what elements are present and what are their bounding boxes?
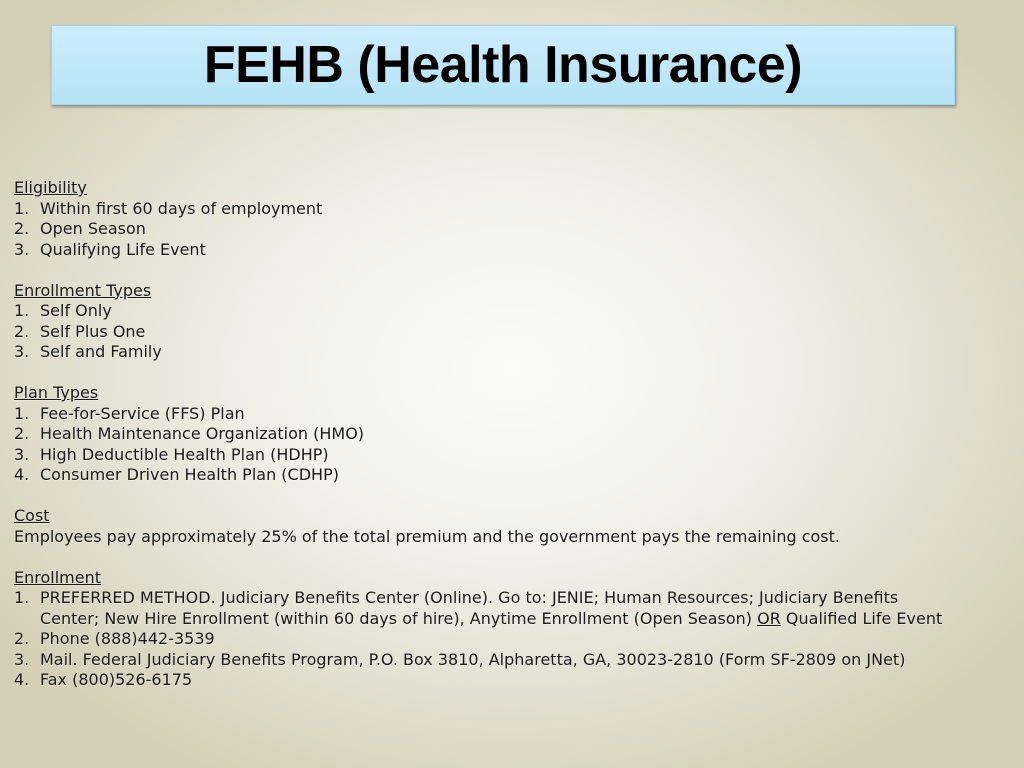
slide-content xyxy=(14,178,954,711)
eligibility-list xyxy=(14,199,954,261)
enrollment-types-heading: Enrollment Types xyxy=(14,280,152,300)
cost-heading: Cost xyxy=(14,506,50,525)
list-item: 2. Self Plus One xyxy=(14,321,146,341)
plan-types-heading: Plan Types xyxy=(14,383,99,402)
slide-title: FEHB (Health Insurance) xyxy=(203,36,803,94)
eligibility-section xyxy=(14,178,954,260)
list-item: 1. Within first 60 days of employment xyxy=(14,198,323,218)
list-item: 3. Mail. Federal Judiciary Benefits Program, P.O. Box 3810, Alpharetta, GA, 30023-2810 (Form SF-2809 on JNet) xyxy=(14,649,906,669)
plan-types-list xyxy=(14,404,954,486)
cost-section xyxy=(14,506,954,547)
plan-types-section xyxy=(14,383,954,486)
list-item: 1. PREFERRED METHOD. Judiciary Benefits Center (Online). Go to: JENIE; Human Resources; Judiciary Benefits Center; New Hire Enrollment (within 60 days of hire), Anytime Enrollment (Open Season) OR Qualified Life Event xyxy=(14,588,943,628)
list-item: 3. High Deductible Health Plan (HDHP) xyxy=(14,444,329,464)
or-emphasis: OR xyxy=(757,608,781,628)
enrollment-types-list xyxy=(14,301,954,363)
title-banner xyxy=(51,25,955,105)
enrollment-section xyxy=(14,568,954,691)
list-item: 1. Self Only xyxy=(14,301,112,320)
list-item: 3. Self and Family xyxy=(14,342,162,361)
cost-text: Employees pay approximately 25% of the total premium and the government pays the remaining cost. xyxy=(14,526,840,546)
list-item: 4. Consumer Driven Health Plan (CDHP) xyxy=(14,465,339,484)
enrollment-heading: Enrollment xyxy=(14,567,101,587)
list-item: 2. Open Season xyxy=(14,219,146,238)
list-item: 2. Health Maintenance Organization (HMO) xyxy=(14,424,365,443)
list-item: 4. Fax (800)526-6175 xyxy=(14,670,193,689)
eligibility-heading: Eligibility xyxy=(14,178,87,197)
list-item: 2. Phone (888)442-3539 xyxy=(14,629,215,648)
enrollment-list xyxy=(14,588,954,691)
list-item: 3. Qualifying Life Event xyxy=(14,239,206,259)
list-item: 1. Fee-for-Service (FFS) Plan xyxy=(14,403,245,423)
enrollment-types-section xyxy=(14,281,954,363)
